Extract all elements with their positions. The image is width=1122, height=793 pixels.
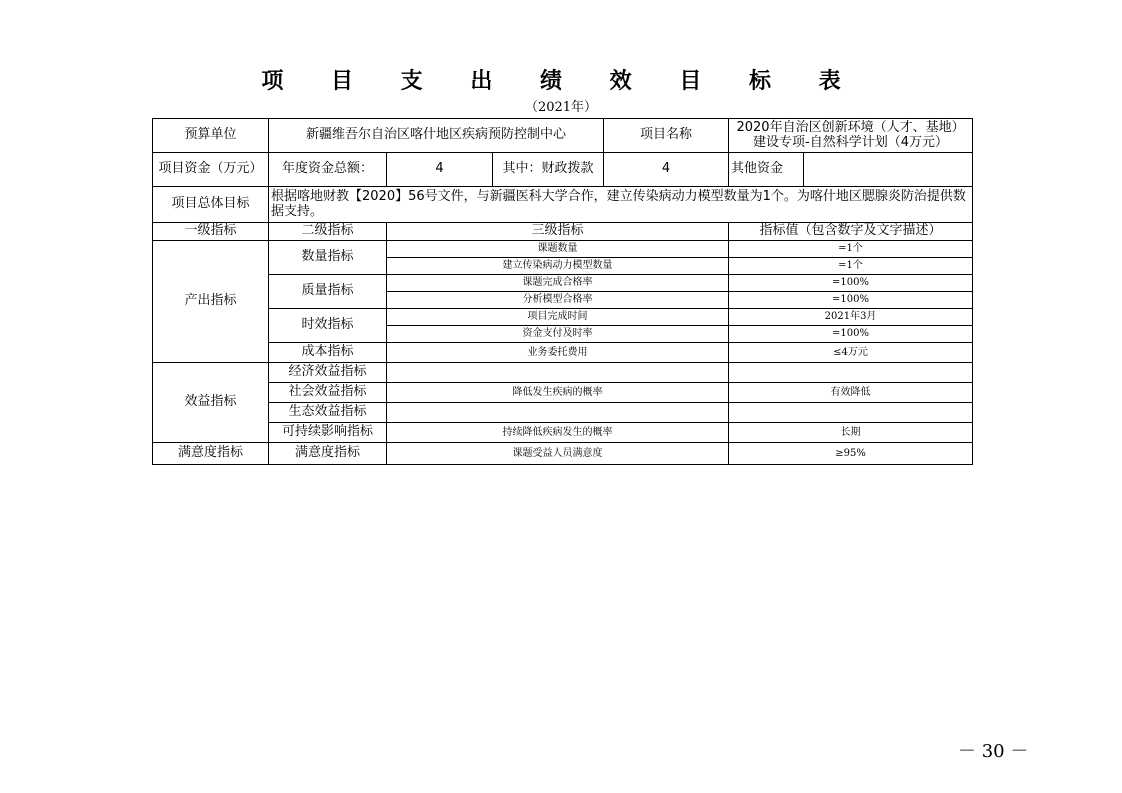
- indicator-cell: 业务委托费用: [387, 343, 729, 363]
- indicator-cell: 课题完成合格率: [387, 275, 729, 292]
- sub-timeliness: 时效指标: [269, 309, 387, 343]
- indicator-value: =100%: [729, 292, 973, 309]
- column-header-level2: 二级指标: [269, 223, 387, 241]
- budget-unit-value: 新疆维吾尔自治区喀什地区疾病预防控制中心: [269, 119, 604, 153]
- indicator-value: 长期: [729, 423, 973, 443]
- indicator-cell: 课题数量: [387, 241, 729, 258]
- indicator-cell: 课题受益人员满意度: [387, 443, 729, 465]
- column-header-level1: 一级指标: [153, 223, 269, 241]
- indicator-cell: 资金支付及时率: [387, 326, 729, 343]
- group-satisfaction: 满意度指标: [153, 443, 269, 465]
- sub-social: 社会效益指标: [269, 383, 387, 403]
- indicator-value: =1个: [729, 258, 973, 275]
- indicator-value: 2021年3月: [729, 309, 973, 326]
- project-funds-label: 项目资金（万元）: [153, 153, 269, 187]
- document-year: （2021年）: [524, 100, 598, 115]
- indicator-value: [729, 363, 973, 383]
- other-funds-value: [804, 153, 973, 187]
- indicator-value: ≥95%: [729, 443, 973, 465]
- annual-total-value: 4: [387, 153, 493, 187]
- overall-goal-value: 根据喀地财教【2020】56号文件，与新疆医科大学合作，建立传染病动力模型数量为1个。为喀什地区腮腺炎防治提供数据支持。: [269, 187, 973, 223]
- sub-ecological: 生态效益指标: [269, 403, 387, 423]
- indicator-cell: 项目完成时间: [387, 309, 729, 326]
- budget-unit-label: 预算单位: [153, 119, 269, 153]
- sub-quantity: 数量指标: [269, 241, 387, 275]
- indicator-cell: [387, 363, 729, 383]
- fiscal-funds-value: 4: [604, 153, 729, 187]
- group-benefit: 效益指标: [153, 363, 269, 443]
- performance-target-table: [152, 118, 973, 465]
- indicator-value: =100%: [729, 326, 973, 343]
- project-name-label: 项目名称: [604, 119, 729, 153]
- sub-cost: 成本指标: [269, 343, 387, 363]
- indicator-value: 有效降低: [729, 383, 973, 403]
- indicator-cell: 持续降低疾病发生的概率: [387, 423, 729, 443]
- column-header-level3: 三级指标: [387, 223, 729, 241]
- sub-satisfaction: 满意度指标: [269, 443, 387, 465]
- group-output: 产出指标: [153, 241, 269, 363]
- page-number: － 30 －: [958, 741, 1029, 762]
- sub-sustainable: 可持续影响指标: [269, 423, 387, 443]
- indicator-value: [729, 403, 973, 423]
- fiscal-funds-label: 其中：财政拨款: [493, 153, 604, 187]
- indicator-cell: 降低发生疾病的概率: [387, 383, 729, 403]
- indicator-value: ≤4万元: [729, 343, 973, 363]
- indicator-cell: 建立传染病动力模型数量: [387, 258, 729, 275]
- sub-quality: 质量指标: [269, 275, 387, 309]
- indicator-value: =100%: [729, 275, 973, 292]
- indicator-cell: [387, 403, 729, 423]
- column-header-value: 指标值（包含数字及文字描述）: [729, 223, 973, 241]
- project-name-value: 2020年自治区创新环境（人才、基地）建设专项-自然科学计划（4万元）: [729, 119, 973, 153]
- sub-economic: 经济效益指标: [269, 363, 387, 383]
- document-title: 项 目 支 出 绩 效 目 标 表: [261, 69, 861, 94]
- indicator-cell: 分析模型合格率: [387, 292, 729, 309]
- overall-goal-label: 项目总体目标: [153, 187, 269, 223]
- indicator-value: =1个: [729, 241, 973, 258]
- other-funds-label: 其他资金: [729, 153, 804, 187]
- annual-total-label: 年度资金总额：: [269, 153, 387, 187]
